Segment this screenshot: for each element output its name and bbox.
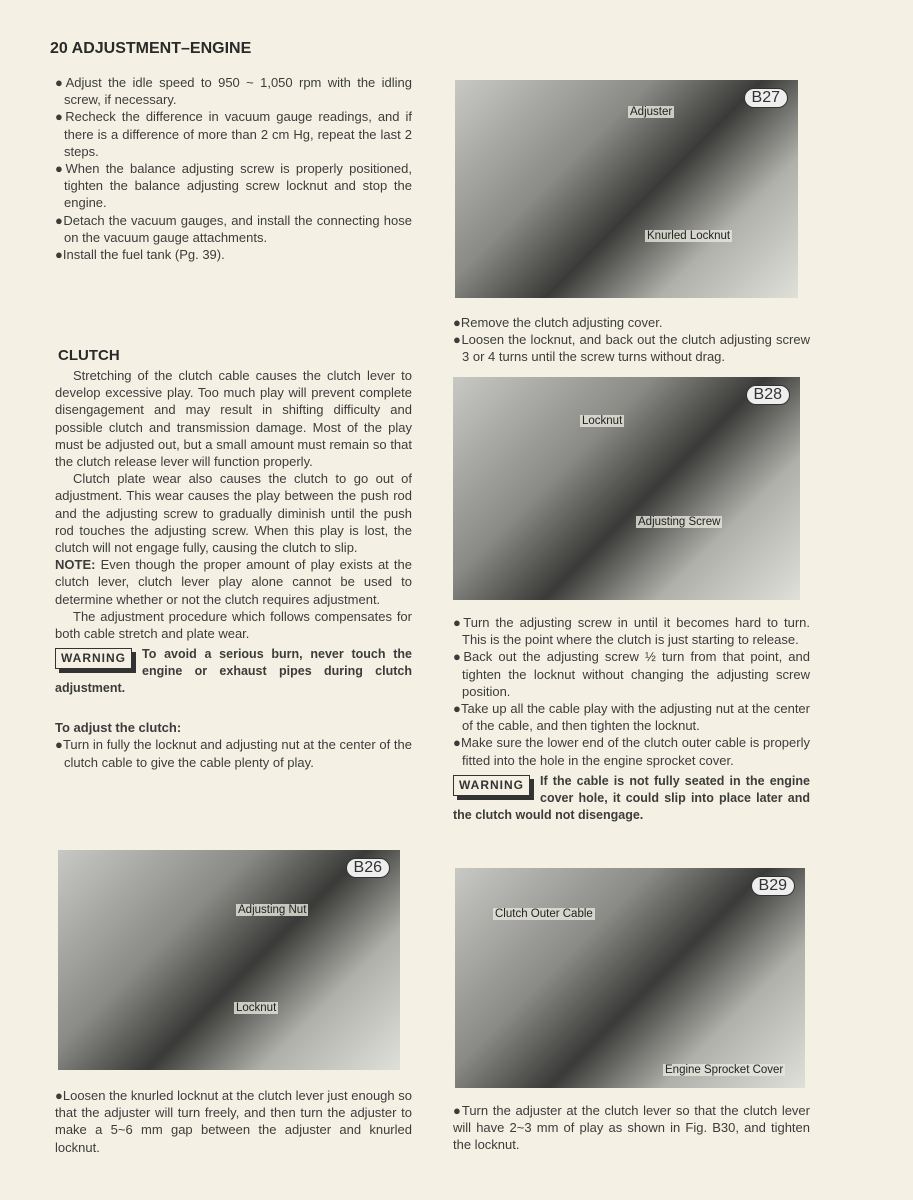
warning-badge: WARNING — [55, 648, 132, 669]
page-number: 20 — [50, 40, 68, 57]
page-title: ADJUSTMENT–ENGINE — [71, 40, 252, 57]
warning-text: If the cable is not fully seated in the engine cover hole, it could slip into place later and the clutch would not disengage. — [453, 773, 810, 822]
list-item: ●Turn in fully the locknut and adjusting nut at the center of the clutch cable to give the cable plenty of play. — [55, 737, 412, 770]
list-item: ●Detach the vacuum gauges, and install the connecting hose on the vacuum gauge attachments. — [55, 212, 412, 245]
right-bullets-2 — [453, 614, 810, 824]
figure-number: B29 — [751, 876, 795, 896]
list-item: ●Back out the adjusting screw ½ turn from that point, and tighten the locknut without changing the adjusting screw position. — [453, 649, 810, 699]
note — [55, 556, 412, 608]
warning-badge: WARNING — [453, 775, 530, 796]
list-item: ●Remove the clutch adjusting cover. — [453, 315, 663, 330]
list-item: ●Turn the adjusting screw in until it becomes hard to turn. This is the point where the clutch is just starting to release. — [453, 615, 810, 648]
warning-block — [55, 646, 412, 697]
list-item: ●Turn the adjuster at the clutch lever so that the clutch lever will have 2~3 mm of play as shown in Fig. B30, and tighten the locknut. — [453, 1103, 810, 1153]
figure-number: B28 — [746, 385, 790, 405]
figure-label: Clutch Outer Cable — [495, 908, 593, 920]
figure-label: Adjusting Screw — [638, 516, 721, 528]
paragraph: Stretching of the clutch cable causes the clutch lever to develop excessive play. Too much play will prevent complete disengagement and may result in shifting difficulty and possible clutch and transmission damage. Most of the play must be adjusted out, but a small amount must remain so that the clutch release lever will function properly. — [55, 368, 412, 470]
figure-label: Adjuster — [630, 106, 673, 118]
list-item: ●Make sure the lower end of the clutch outer cable is properly fitted into the hole in the engine sprocket cover. — [453, 735, 810, 768]
list-item: ●Loosen the knurled locknut at the clutch lever just enough so that the adjuster will turn freely, and then turn the adjuster to make a 5~6 mm gap between the adjuster and knurled locknut. — [55, 1088, 412, 1155]
list-item: ●Adjust the idle speed to 950 ~ 1,050 rpm with the idling screw, if necessary. — [55, 75, 412, 108]
warning-text: To avoid a serious burn, never touch the engine or exhaust pipes during clutch adjustment. — [55, 647, 412, 696]
left-bullets — [55, 74, 412, 263]
figure-number: B27 — [744, 88, 788, 108]
figure-b26 — [58, 850, 400, 1070]
figure-label: Locknut — [582, 415, 623, 427]
paragraph: Clutch plate wear also causes the clutch to go out of adjustment. This wear causes the play between the push rod and the adjusting screw to gradually diminish until the push rod touches the adjusting screw. When this play is lost, the clutch will not engage fully, causing the clutch to slip. — [55, 471, 412, 556]
right-bullets-1 — [453, 314, 810, 366]
note-text: Even though the proper amount of play exists at the clutch lever, clutch lever play alone cannot be used to determine whether or not the clutch requires adjustment. — [55, 557, 412, 607]
figure-label: Knurled Locknut — [647, 230, 731, 242]
figure-label: Adjusting Nut — [238, 904, 307, 916]
figure-b27 — [455, 80, 798, 298]
page-header — [50, 40, 251, 58]
list-item: ●Install the fuel tank (Pg. 39). — [55, 247, 225, 263]
list-item: ●Loosen the locknut, and back out the clutch adjusting screw 3 or 4 turns until the screw turns without drag. — [453, 332, 810, 365]
list-item: ●Recheck the difference in vacuum gauge readings, and if there is a difference of more than 2 cm Hg, repeat the last 2 steps. — [55, 109, 412, 159]
figure-label: Locknut — [236, 1002, 277, 1014]
section-heading: CLUTCH — [58, 347, 120, 364]
list-item: ●Take up all the cable play with the adjusting nut at the center of the cable, and then tighten the locknut. — [453, 701, 810, 734]
subheading: To adjust the clutch: — [55, 720, 182, 736]
figure-b28 — [453, 377, 800, 600]
clutch-section — [55, 367, 412, 771]
list-item: ●When the balance adjusting screw is properly positioned, tighten the balance adjusting screw locknut and stop the engine. — [55, 161, 412, 211]
figure-b29 — [455, 868, 805, 1088]
note-label: NOTE: — [55, 557, 96, 573]
figure-label: Engine Sprocket Cover — [665, 1064, 784, 1076]
paragraph: The adjustment procedure which follows compensates for both cable stretch and plate wear. — [55, 608, 412, 642]
warning-block — [453, 773, 810, 824]
figure-number: B26 — [346, 858, 390, 878]
